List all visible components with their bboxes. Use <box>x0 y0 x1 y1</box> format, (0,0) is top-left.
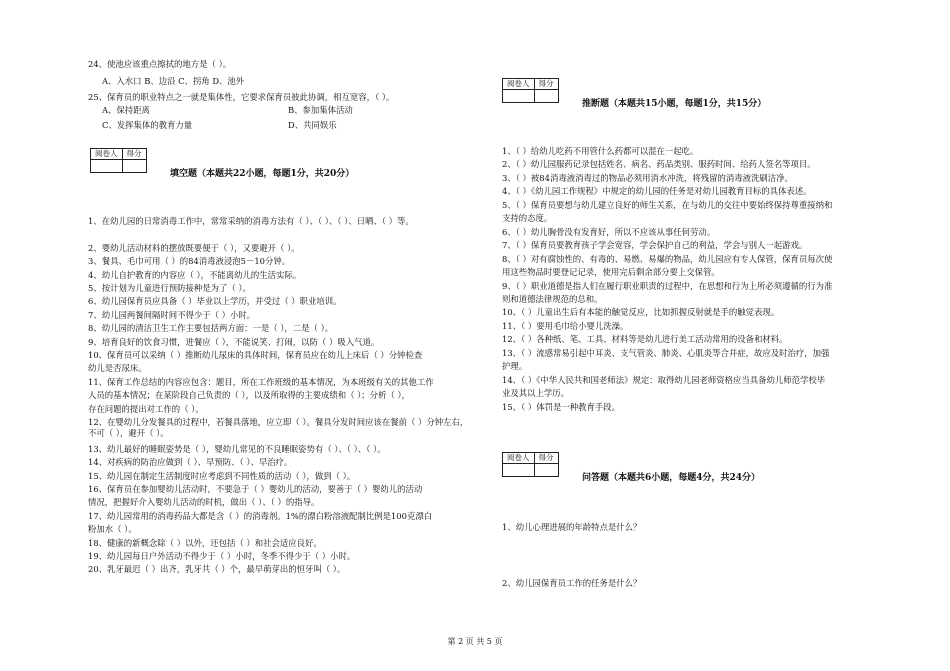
fill-line: 10、保育员可以采纳（ ）推断幼儿尿床的具体时间，保育员应在幼儿上床后（ ）分钟检查 <box>88 350 423 360</box>
judge-line: 6、（ ）幼儿胸骨没有发育好，所以不应该从事任何劳动。 <box>502 226 716 237</box>
fill-line: 15、幼儿园在制定生活制度时应考虑到不同性质的活动（ ），做到（ ）。 <box>88 470 356 481</box>
fill-line: 情况，把握好介入婴幼儿活动的时机，做出（ ）、（ ）的指导。 <box>88 497 320 508</box>
judge-line: 15、（ ）体罚是一种教育手段。 <box>502 401 620 412</box>
reviewer-label: 阅卷人 <box>503 453 535 464</box>
mc-line: A、保持距离 <box>102 105 150 115</box>
fill-line: 18、健康的新概念除（ ）以外，还包括（ ）和社会适应良好。 <box>88 537 322 548</box>
fill-line: 17、幼儿园常用的消毒药品大都是含（ ）的消毒剂。1%的漂白粉溶液配制比例是100克漂白 <box>88 510 433 521</box>
judge-line: 13、（ ）流感常易引起中耳炎、支气管炎、肺炎、心肌炎等合并症，故应及时治疗，加强 <box>502 347 830 358</box>
judge-line: 则和道德法律规范的总和。 <box>502 293 603 304</box>
qa-question: 2、幼儿园保育员工作的任务是什么？ <box>502 578 642 588</box>
judge-line: 7、（ ）保育员要教育孩子学会宽容，学会保护自己的利益，学会与别人一起游戏。 <box>502 240 808 251</box>
fill-line: 8、幼儿园的清洁卫生工作主要包括两方面：一是（ ），二是（ ）。 <box>88 323 334 334</box>
mc-line: 25、保育员的职业特点之一就是集体性，它要求保育员彼此协调，相互宽容，（ ）。 <box>88 92 395 102</box>
fill-line: 1、在幼儿园的日常消毒工作中，常常采纳的消毒方法有（ ）、（ ）、（ ）、日晒、（ ）等。 <box>88 216 414 226</box>
page-footer: 第 2 页 共 5 页 <box>447 637 503 646</box>
score-label: 得分 <box>534 79 558 90</box>
fill-line: 13、幼儿最好的睡眠姿势是（ ），婴幼儿常见的不良睡眠姿势有（ ）、（ ）、（ ）。 <box>88 443 386 454</box>
mc-line: C、发挥集体的教育力量 <box>102 120 193 130</box>
fill-line: 20、乳牙最迟（ ）出齐，乳牙共（ ）个，最早萌芽出的恒牙叫（ ）。 <box>88 564 346 575</box>
fill-line: 11、保育工作总结的内容应包含：题目，所在工作班级的基本情况，为本班级有关的其他工作 <box>88 376 434 387</box>
judge-line: 支持的态度。 <box>502 213 553 224</box>
fill-line: 3、餐具、毛巾可用（ ）的84消毒液浸泡5－10分钟。 <box>88 256 291 267</box>
mc-line: B、参加集体活动 <box>288 105 353 115</box>
score-box-judge <box>502 78 559 103</box>
judge-line: 5、（ ）保育员要想与幼儿建立良好的师生关系，在与幼儿的交往中要始终保持尊重接纳和 <box>502 199 833 210</box>
mc-line: 24、使池应该重点擦拭的地方是（ ）。 <box>88 59 232 69</box>
score-box-qa <box>502 452 559 477</box>
judge-line: 3、（ ）被84消毒液消毒过的物品必须用消水冲洗，将残留的消毒液洗刷洁净。 <box>502 172 793 183</box>
reviewer-label: 阅卷人 <box>91 149 123 160</box>
judge-line: 8、（ ）对有腐蚀性的、有毒的、易燃、易爆的物品，幼儿园应有专人保管，保育员每次使 <box>502 253 833 264</box>
score-label: 得分 <box>534 453 558 464</box>
fill-line: 4、幼儿自护教育的内容应（ ），不能离幼儿的生活实际。 <box>88 269 302 280</box>
fill-line: 6、幼儿园保育员应具备（ ）毕业以上学历，并受过（ ）职业培训。 <box>88 296 342 307</box>
fill-line: 粉加水（ ）。 <box>88 524 137 535</box>
judge-line: 1、（ ）给幼儿吃药不用管什么药都可以混在一起吃。 <box>502 146 699 156</box>
fill-line: 5、按计划为儿童进行预防接种是为了（ ）。 <box>88 283 251 293</box>
fill-line: 2、婴幼儿活动材料的摆放既要便于（ ），又要避开（ ）。 <box>88 242 300 253</box>
fill-line: 12、在婴幼儿分发餐具的过程中，若餐具落地，应立即（ ）。餐具分发时间应该在餐前（ ）分钟左右，不可（ ），避开（ ）。 <box>88 417 469 438</box>
fill-line: 幼儿是否尿床。 <box>88 363 147 374</box>
fill-line: 16、保育员在参加婴幼儿活动时，不要急于（ ）婴幼儿的活动，要善于（ ）婴幼儿的活动 <box>88 484 423 494</box>
judge-line: 4、（ ）《幼儿园工作规程》中规定的幼儿园的任务是对幼儿园教育目标的具体表述。 <box>502 186 812 197</box>
mc-line: A、入水口 B、边沿 C、拐角 D、池外 <box>102 76 245 86</box>
score-label: 得分 <box>122 149 146 160</box>
mc-line: D、共同娱乐 <box>288 120 337 130</box>
fill-line: 9、培育良好的饮食习惯，进餐应（ ），不能说笑、打闹，以防（ ）吸入气道。 <box>88 336 380 347</box>
fill-line: 19、幼儿园每日户外活动不得少于（ ）小时，冬季不得少于（ ）小时。 <box>88 551 356 561</box>
judge-line: 14、（ ）《中华人民共和国老师法》规定：取得幼儿园老师资格应当具备幼儿师范学校毕 <box>502 374 826 385</box>
qa-question: 1、幼儿心理进展的年龄特点是什么？ <box>502 522 642 532</box>
judge-line: 11、（ ）要用毛巾给小婴儿洗澡。 <box>502 320 629 331</box>
qa-section-title: 问答题（本题共6小题，每题4分，共24分） <box>582 473 761 483</box>
judge-line: 9、（ ）职业道德是指人们在履行职业职责的过程中，在思想和行为上所必须遵循的行为准 <box>502 280 833 291</box>
judge-line: 12、（ ）各种纸、笔、工具、材料等是幼儿进行美工活动常用的设备和材料。 <box>502 334 788 345</box>
judge-line: 护理。 <box>502 361 528 372</box>
judge-section-title: 推断题（本题共15小题，每题1分，共15分） <box>582 99 767 109</box>
fill-section-title: 填空题（本题共22小题，每题1分，共20分） <box>170 169 355 179</box>
judge-line: 2、（ ）幼儿园服药记录包括姓名、病名、药品类别、服药时间、给药人签名等项目。 <box>502 159 816 170</box>
reviewer-label: 阅卷人 <box>503 79 535 90</box>
judge-line: 用这些物品时要登记记录，使用完后剩余部分要上交保管。 <box>502 267 720 278</box>
score-box-fill <box>90 148 147 173</box>
fill-line: 存在问题的提出对工作的（ ）。 <box>88 403 204 414</box>
fill-line: 14、对疾病的防治应做到（ ）、早预防、（ ）、早治疗。 <box>88 457 293 468</box>
judge-line: 10、（ ）儿童出生后有本能的触觉反应，比如抓握反射就是手的触觉表现。 <box>502 307 780 318</box>
judge-line: 业及其以上学历。 <box>502 388 569 399</box>
fill-line: 人员的基本情况；在某阶段自己负责的（ ），以及所取得的主要成绩和（ ）；分析（ ）， <box>88 390 411 401</box>
fill-line: 7、幼儿园两餐间隔时间不得少于（ ）小时。 <box>88 309 256 320</box>
